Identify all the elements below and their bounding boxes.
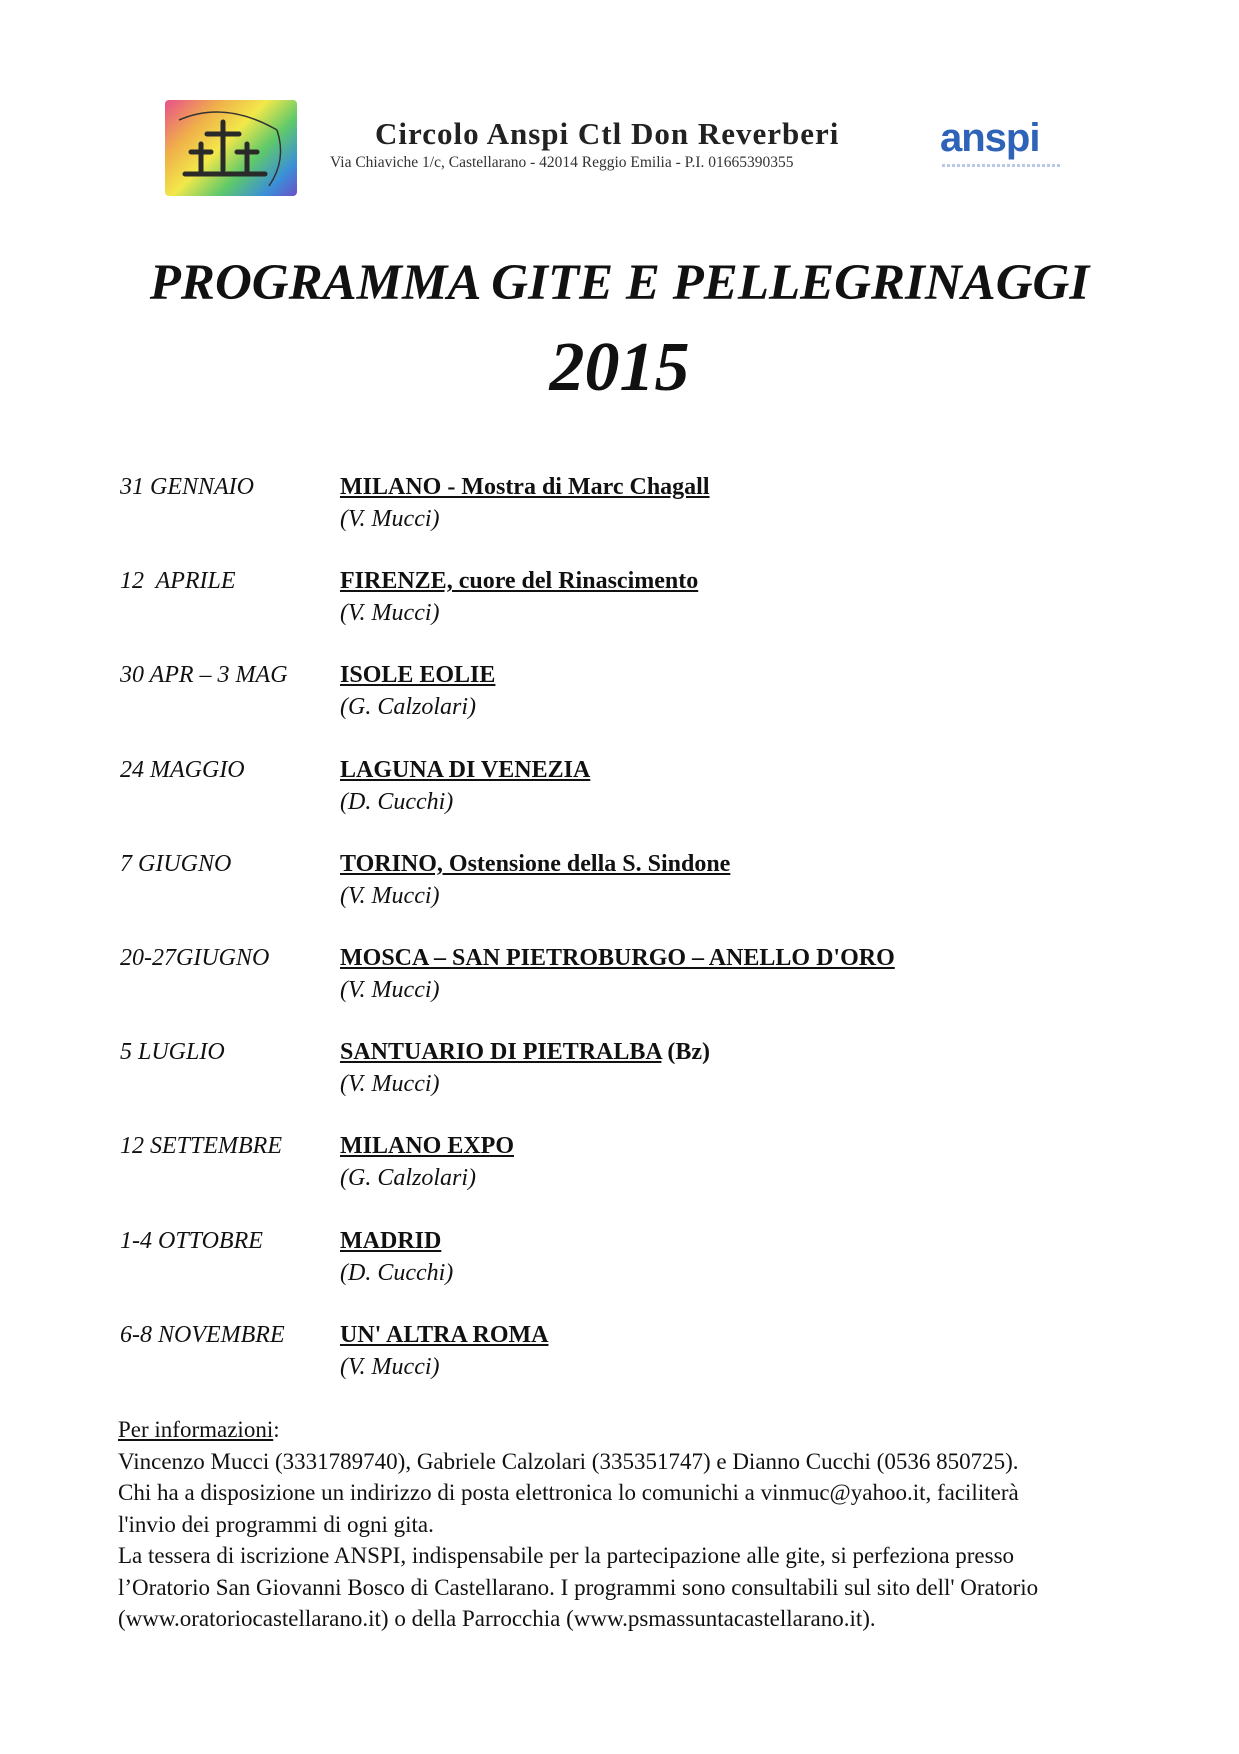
organization-address: Via Chiaviche 1/c, Castellarano - 42014 Reggio Emilia - P.I. 01665390355 (330, 154, 794, 171)
trip-destination-name: ISOLE EOLIE (340, 662, 496, 689)
trip-leader: (G. Calzolari) (340, 694, 477, 721)
trip-row (120, 474, 1120, 568)
trip-leader: (V. Mucci) (340, 506, 440, 532)
trip-destination-name: LAGUNA DI VENEZIA (340, 756, 591, 783)
info-heading (118, 1414, 1128, 1446)
trip-destination (340, 757, 590, 784)
oratorio-logo (165, 100, 297, 196)
trip-leader: (V. Mucci) (340, 1071, 440, 1098)
trip-destination (340, 945, 895, 972)
letterhead (165, 100, 1085, 200)
trip-date: 20-27GIUGNO (120, 944, 270, 971)
trip-date: 12 SETTEMBRE (120, 1133, 282, 1160)
trip-row (120, 851, 1120, 945)
page-year: 2015 (549, 329, 690, 406)
trip-destination (340, 1322, 548, 1349)
trip-row (120, 568, 1120, 662)
trip-destination (340, 662, 495, 689)
trip-destination-name: SANTUARIO DI PIETRALBA (340, 1039, 662, 1066)
info-contacts: Vincenzo Mucci (3331789740), Gabriele Calzolari (335351747) e Dianno Cucchi (0536 850725). (118, 1448, 1019, 1474)
info-email-line: Chi ha a disposizione un indirizzo di posta elettronica lo comunichi a vinmuc@yahoo.it, faciliterà (118, 1480, 1019, 1505)
trip-row (120, 1133, 1120, 1227)
organization-name: Circolo Anspi Ctl Don Reverberi (375, 116, 840, 151)
info-section (118, 1414, 1128, 1635)
info-website-line: l’Oratorio San Giovanni Bosco di Castellarano. I programmi sono consultabili sul sito dell' Oratorio (118, 1574, 1039, 1600)
trip-destination-name: UN' ALTRA ROMA (340, 1321, 549, 1348)
info-membership-line: La tessera di iscrizione ANSPI, indispensabile per la partecipazione alle gite, si perfeziona presso (118, 1543, 1015, 1568)
info-website-line-2: (www.oratoriocastellarano.it) o della Parrocchia (www.psmassuntacastellarano.it). (118, 1606, 876, 1631)
trip-list (120, 474, 1120, 1416)
trip-destination (340, 851, 730, 878)
info-title-colon: : (273, 1417, 280, 1442)
trip-destination (340, 1228, 441, 1255)
anspi-logo (940, 118, 1080, 178)
trip-destination (340, 568, 698, 595)
trip-destination-suffix: (Bz) (661, 1039, 711, 1066)
trip-destination (340, 1039, 710, 1066)
info-title: Per informazioni (118, 1417, 274, 1442)
trip-leader: (D. Cucchi) (340, 1259, 454, 1286)
anspi-logo-text: anspi (940, 116, 1040, 160)
trip-row (120, 757, 1120, 851)
trip-destination-name: MADRID (340, 1227, 442, 1254)
trip-destination-name: MILANO - Mostra di Marc Chagall (340, 474, 710, 500)
anspi-logo-tagline (942, 164, 1062, 167)
trip-date: 1-4 OTTOBRE (120, 1227, 263, 1254)
trip-row (120, 1228, 1120, 1322)
trip-destination (340, 474, 710, 501)
trip-destination-name: TORINO, Ostensione della S. Sindone (340, 850, 731, 877)
trip-date: 6-8 NOVEMBRE (120, 1321, 285, 1348)
page-title: PROGRAMMA GITE E PELLEGRINAGGI (149, 255, 1090, 311)
trip-date: 12 APRILE (120, 568, 236, 595)
trip-date: 30 APR – 3 MAG (120, 662, 288, 689)
trip-destination (340, 1133, 514, 1160)
trip-leader: (V. Mucci) (340, 1353, 440, 1380)
trip-leader: (V. Mucci) (340, 882, 440, 909)
trip-destination-name: MILANO EXPO (340, 1133, 514, 1160)
trip-leader: (V. Mucci) (340, 600, 440, 627)
trip-leader: (G. Calzolari) (340, 1165, 477, 1192)
trip-date: 5 LUGLIO (120, 1039, 225, 1066)
trip-row (120, 1039, 1120, 1133)
trip-leader: (V. Mucci) (340, 976, 440, 1003)
trip-leader: (D. Cucchi) (340, 788, 454, 815)
trip-destination-name: FIRENZE, cuore del Rinascimento (340, 568, 699, 595)
trip-destination-name: MOSCA – SAN PIETROBURGO – ANELLO D'ORO (340, 944, 895, 971)
trip-row (120, 1322, 1120, 1416)
trip-date: 7 GIUGNO (120, 850, 232, 877)
info-email-line-2: l'invio dei programmi di ogni gita. (118, 1511, 434, 1537)
trip-date: 31 GENNAIO (120, 474, 254, 500)
trip-row (120, 945, 1120, 1039)
crosses-icon (165, 100, 297, 196)
trip-row (120, 662, 1120, 756)
trip-date: 24 MAGGIO (120, 756, 245, 783)
